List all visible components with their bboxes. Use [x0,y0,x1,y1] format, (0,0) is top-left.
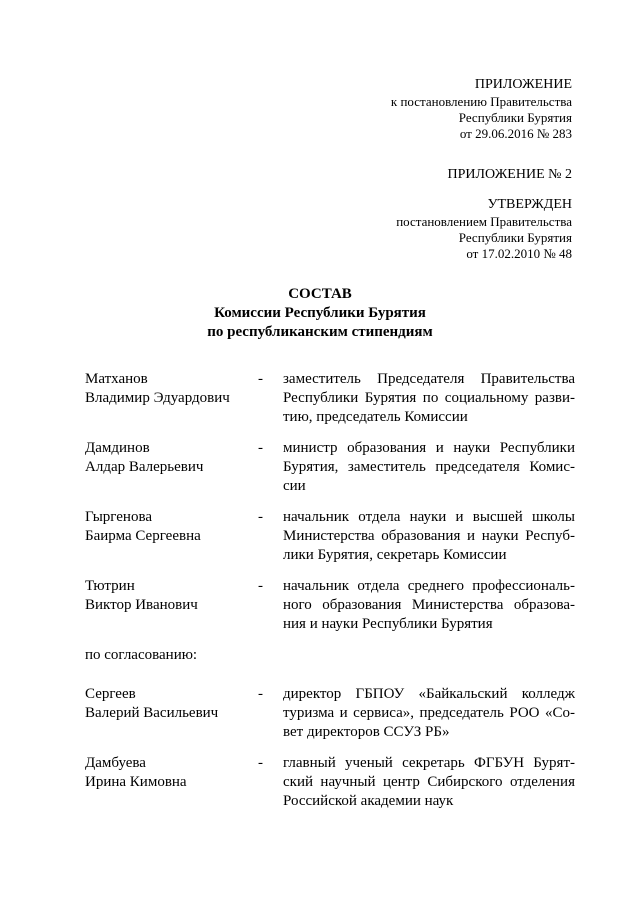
member-surname: Сергеев [85,686,136,702]
member-given-name: Виктор Иванович [85,597,198,613]
member-role-line: министр образования и науки Республики [283,440,575,456]
appendix-republic: Республики Бурятия [458,110,572,125]
member-surname: Дамдинов [85,440,150,456]
member-role [283,685,575,742]
member-row [85,577,575,634]
appendix-header [391,76,572,142]
member-surname: Тютрин [85,578,135,594]
member-role-line: заместитель Председателя Правительства [283,371,575,387]
member-role-line: Министерства образования и науки Респуб- [283,528,575,544]
approved-block [396,196,572,262]
member-row [85,370,575,427]
member-role-line: начальник отдела среднего профессиональ- [283,578,575,594]
member-role-line: ного образования Министерства образова- [283,597,575,613]
appendix-resolution-ref: к постановлению Правительства [390,94,572,109]
member-role-line: Республики Бурятия по социальному разви- [283,390,575,406]
member-role [283,754,575,811]
member-given-name: Валерий Васильевич [85,705,219,721]
member-given-name: Владимир Эдуардович [85,390,230,406]
member-name [85,577,258,634]
member-role [283,508,575,565]
member-row [85,439,575,496]
member-role-line: тию, председатель Комиссии [283,409,468,425]
member-separator: - [258,578,263,594]
appendix-date-number: от 29.06.2016 № 283 [459,126,572,141]
member-separator: - [258,755,263,771]
member-role-line: директор ГБПОУ «Байкальский колледж [283,686,575,702]
appendix-2-header [448,166,573,184]
member-role [283,370,575,427]
approved-resolution-ref: постановлением Правительства [396,214,572,229]
member-name [85,370,258,427]
member-given-name: Ирина Кимовна [85,774,187,790]
members-list [85,370,575,823]
member-role [283,577,575,634]
member-separator: - [258,686,263,702]
member-role-line: главный ученый секретарь ФГБУН Бурят- [283,755,575,771]
member-role-line: ский научный центр Сибирского отделения [283,774,575,790]
member-given-name: Баирма Сергеевна [85,528,201,544]
member-separator: - [258,371,263,387]
member-role-line: лики Бурятия, секретарь Комиссии [283,547,507,563]
member-separator: - [258,440,263,456]
approved-date-number: от 17.02.2010 № 48 [466,246,572,261]
member-row [85,508,575,565]
member-surname: Гыргенова [85,509,152,525]
member-given-name: Алдар Валерьевич [85,459,204,475]
member-name [85,439,258,496]
member-role-line: сии [283,478,306,494]
approved-republic: Республики Бурятия [458,230,572,245]
member-role-line: Российской академии наук [283,793,454,809]
document-title [0,285,640,342]
agreed-member-row [85,754,575,811]
agreement-label: по согласованию: [85,647,198,663]
member-separator: - [258,509,263,525]
member-role-line: вет директоров ССУЗ РБ» [283,724,450,740]
member-name [85,754,258,811]
appendix-title: ПРИЛОЖЕНИЕ [474,77,572,92]
appendix-2-title: ПРИЛОЖЕНИЕ № 2 [447,167,572,182]
title-line-3: по республиканским стипендиям [207,324,433,340]
member-surname: Дамбуева [85,755,146,771]
member-role [283,439,575,496]
member-name [85,685,258,742]
member-role-line: начальник отдела науки и высшей школы [283,509,575,525]
member-surname: Матханов [85,371,148,387]
member-role-line: ния и науки Республики Бурятия [283,616,493,632]
title-line-2: Комиссии Республики Бурятия [214,305,426,321]
member-name [85,508,258,565]
member-role-line: туризма и сервиса», председатель РОО «Со- [283,705,575,721]
agreed-member-row [85,685,575,742]
member-role-line: Бурятия, заместитель председателя Комис- [283,459,575,475]
approved-title: УТВЕРЖДЕН [487,197,572,212]
title-line-1: СОСТАВ [288,286,352,302]
